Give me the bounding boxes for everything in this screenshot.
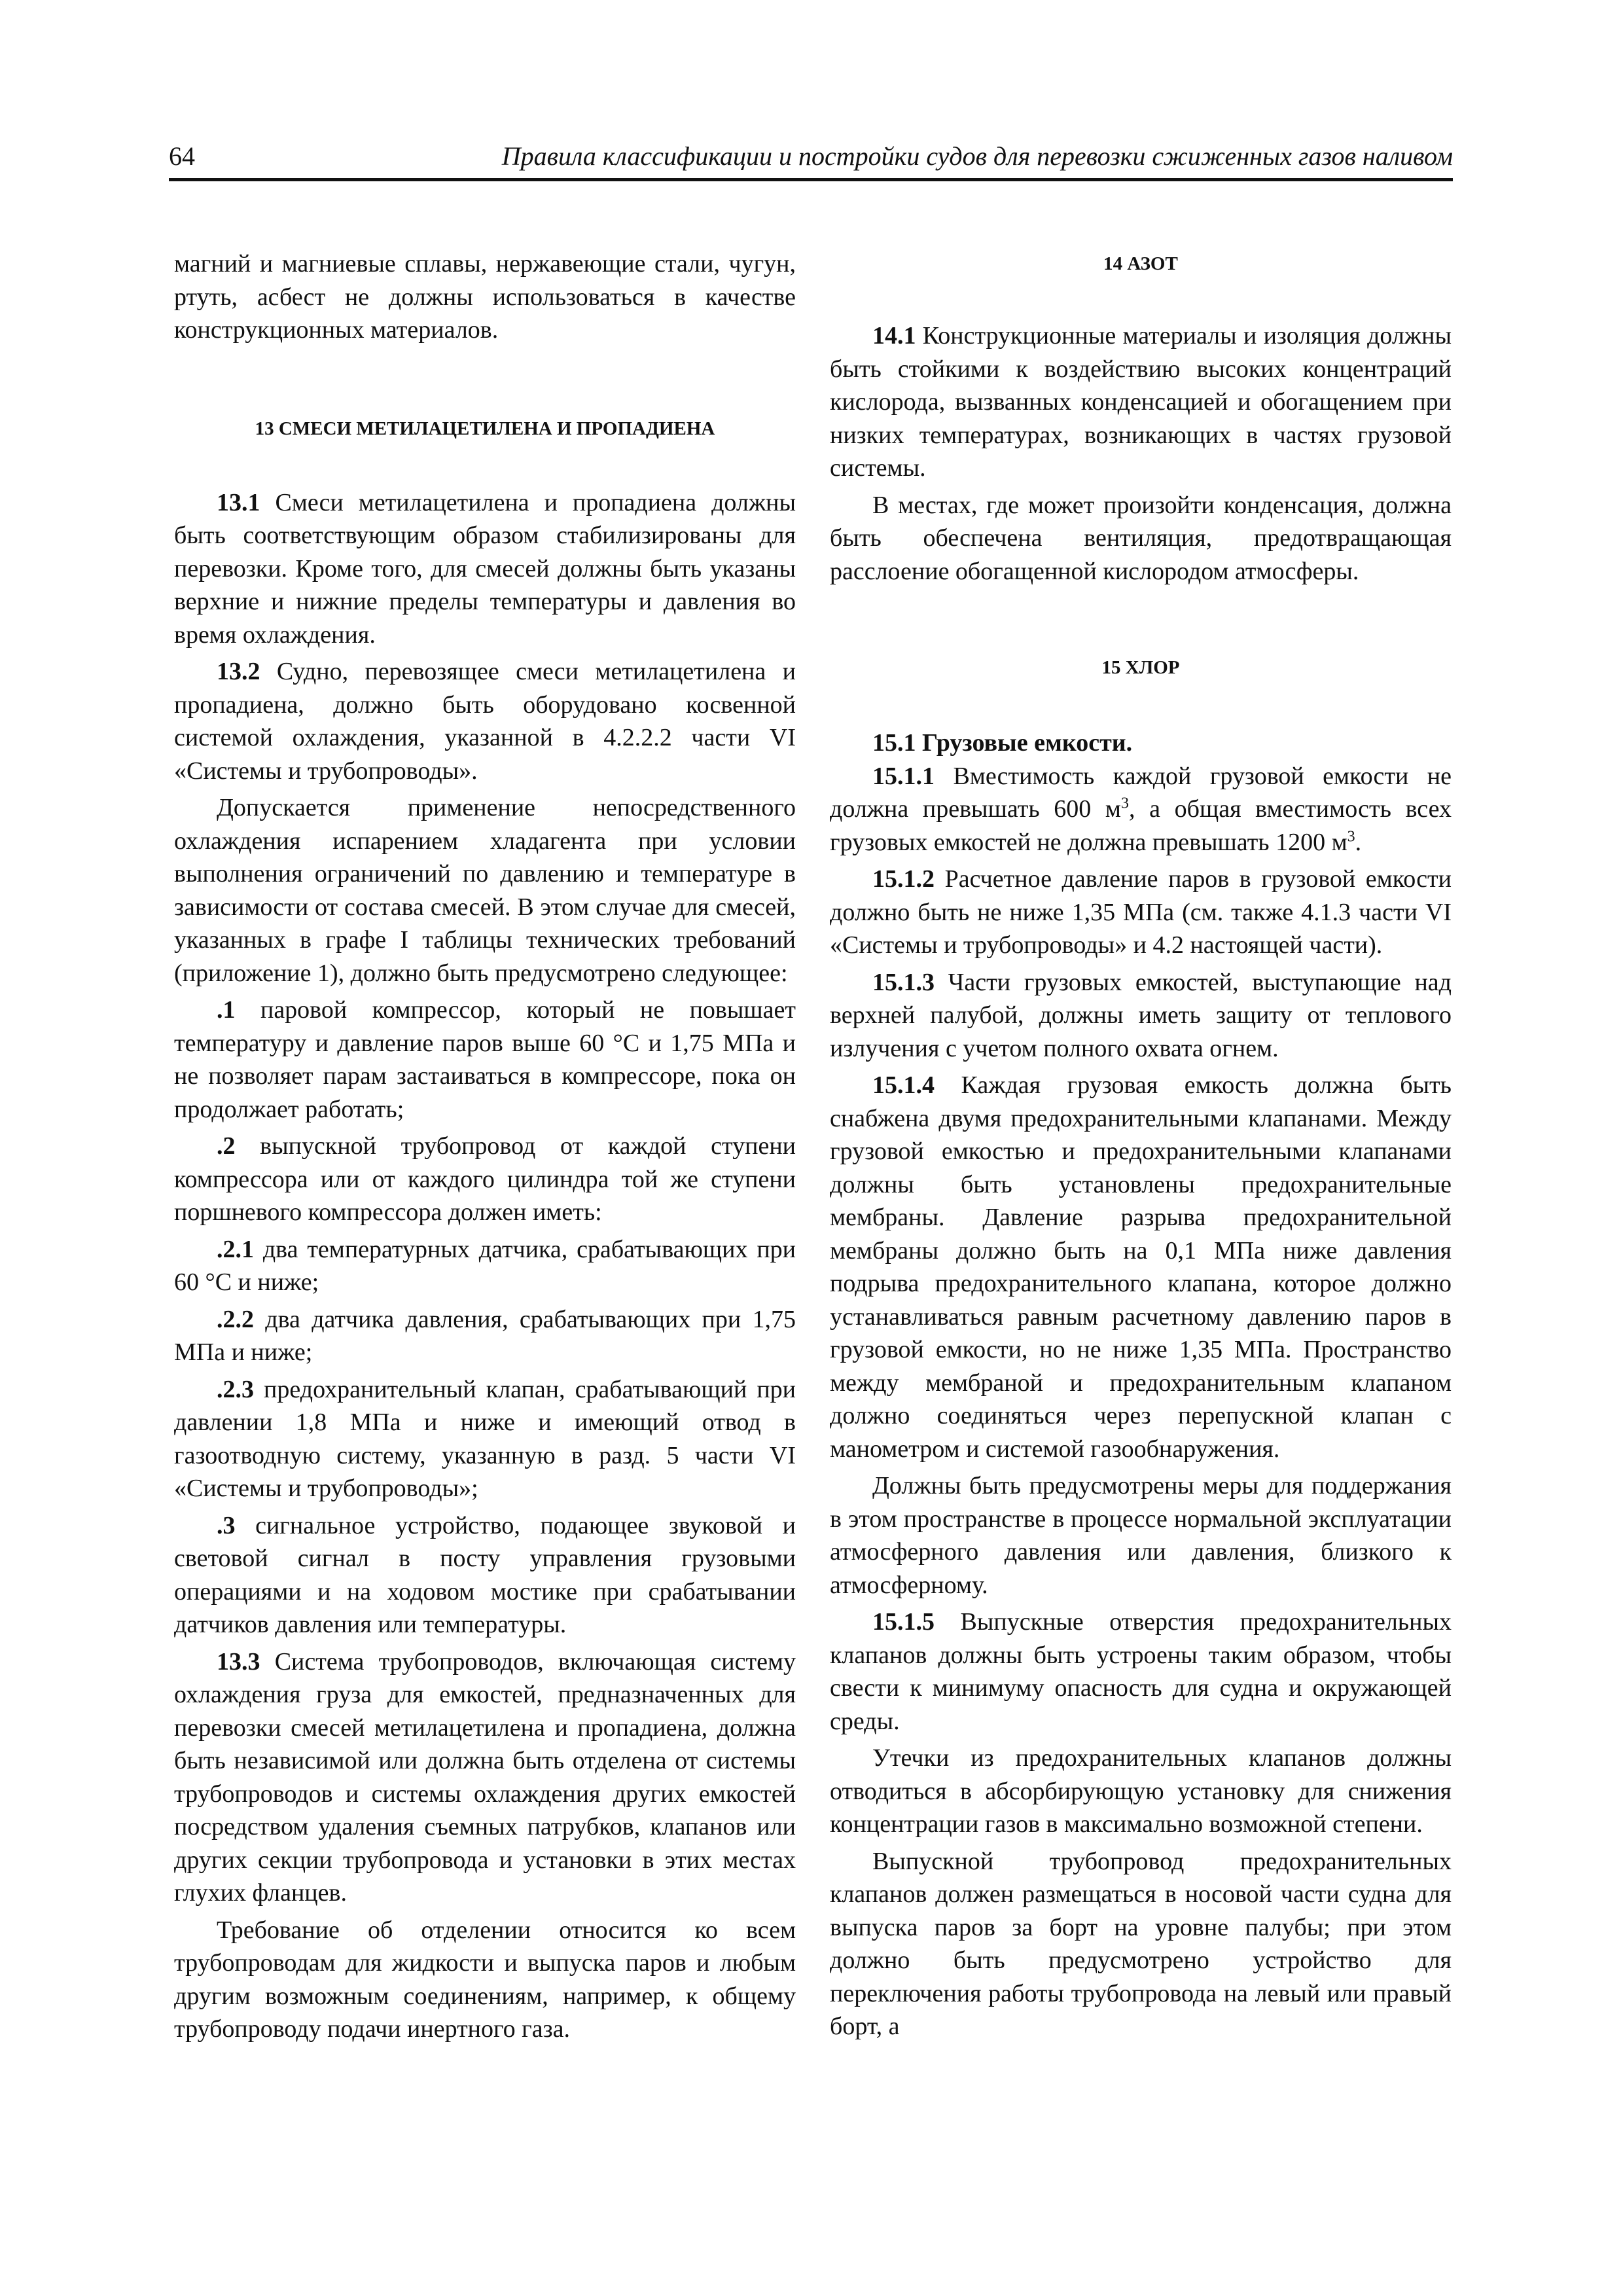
- list-item-2-1: [174, 1233, 796, 1299]
- clause-text: .: [1355, 828, 1362, 856]
- section-14-heading: 14 АЗОТ: [1103, 253, 1178, 274]
- superscript: 3: [1120, 795, 1129, 812]
- clause-text: Расчетное давление паров в грузовой емкости должно быть не ниже 1,35 МПа (см. также 4.1.3 части VI «Системы и трубопроводы» и 4.2 настоящей части).: [830, 865, 1452, 959]
- item-number: .2.1: [217, 1235, 254, 1263]
- paragraph-15-1-1: [830, 760, 1452, 859]
- item-number: .2: [217, 1132, 236, 1160]
- list-item-2-2: [174, 1303, 796, 1369]
- clause-number: 15.1.3: [872, 968, 935, 996]
- item-number: .1: [217, 996, 236, 1024]
- left-column: [174, 247, 796, 2046]
- paragraph-15-1-3: [830, 966, 1452, 1066]
- item-text: два температурных датчика, срабатывающих при 60 °С и ниже;: [174, 1235, 796, 1296]
- paragraph-15-1-2: [830, 863, 1452, 962]
- list-item-1: [174, 994, 796, 1126]
- running-title: Правила классификации и постройки судов для перевозки сжиженных газов наливом: [501, 141, 1453, 171]
- paragraph-13-3: [174, 1645, 796, 1910]
- clause-text: , а общая вместимость всех грузовых емкостей не должна превышать 1200 м: [830, 795, 1452, 856]
- paragraph-15-1-4: [830, 1069, 1452, 1465]
- clause-text: Вместимость каждой грузовой емкости не должна превышать 600 м: [830, 762, 1452, 823]
- item-text: паровой компрессор, который не повышает температуру и давление паров выше 60 °С и 1,75 МПа и не позволяет парам застаиваться в компрессоре, пока он продолжает работать;: [174, 996, 796, 1123]
- right-column: [830, 247, 1452, 2043]
- list-item-2-3: [174, 1373, 796, 1505]
- clause-number: 15.1.1: [872, 762, 935, 790]
- item-number: .2.3: [217, 1375, 254, 1403]
- clause-text: Части грузовых емкостей, выступающие над верхней палубой, должны иметь защиту от теплового излучения с учетом полного охвата огнем.: [830, 968, 1452, 1062]
- clause-text: Судно, перевозящее смеси метилацетилена и пропадиена, должно быть оборудовано косвенной системой охлаждения, указанной в 4.2.2.2 части VI «Системы и трубопроводы».: [174, 658, 796, 785]
- list-item-3: [174, 1509, 796, 1641]
- section-13-heading: 13 СМЕСИ МЕТИЛАЦЕТИЛЕНА И ПРОПАДИЕНА: [255, 418, 715, 439]
- clause-number: 13.3: [217, 1647, 260, 1676]
- clause-text: Каждая грузовая емкость должна быть снабжена двумя предохранительными клапанами. Между грузовой емкостью и предохранительными клапанами должны быть установлены предохранительные мембраны. Давление разрыва предохранительной мембраны должно быть на 0,1 МПа ниже давления подрыва предохранительного клапана, которое должно устанавливаться равным расчетному давлению паров в грузовой емкости, но не ниже 1,35 МПа. Пространство между мембраной и предохранительным клапаном должно соединяться через перепускной клапан с манометром и системой газообнаружения.: [830, 1071, 1452, 1463]
- subsection-15-1-heading: 15.1 Грузовые емкости.: [872, 729, 1133, 757]
- item-text: выпускной трубопровод от каждой ступени компрессора или от каждого цилиндра той же ступени поршневого компрессора должен иметь:: [174, 1132, 796, 1226]
- paragraph-13-2: [174, 655, 796, 787]
- clause-text: Конструкционные материалы и изоляция должны быть стойкими к воздействию высоких концентраций кислорода, вызванных конденсацией и обогащением при низких температурах, возникающих в частях грузовой системы.: [830, 322, 1452, 482]
- paragraph-ventilation: В местах, где может произойти конденсация, должна быть обеспечена вентиляция, предотвращающая расслоение обогащенной кислородом атмосферы.: [830, 491, 1452, 585]
- paragraph-separation: Требование об отделении относится ко всем трубопроводам для жидкости и выпуска паров и любым другим возможным соединениям, например, к общему трубопроводу подачи инертного газа.: [174, 1916, 796, 2043]
- paragraph-outlet: Выпускной трубопровод предохранительных клапанов должен размещаться в носовой части судна для выпуска паров за борт на уровне палубы; при этом должно быть предусмотрено устройство для переключения работы трубопровода на левый или правый борт, а: [830, 1847, 1452, 2040]
- clause-number: 13.2: [217, 658, 260, 685]
- item-number: .3: [217, 1511, 236, 1539]
- clause-text: Смеси метилацетилена и пропадиена должны быть соответствующим образом стабилизированы для перевозки. Кроме того, для смесей должны быть указаны верхние и нижние пределы температуры и давления во время охлаждения.: [174, 488, 796, 649]
- list-item-2: [174, 1130, 796, 1229]
- paragraph-measures: Должны быть предусмотрены меры для поддержания в этом пространстве в процессе нормальной эксплуатации атмосферного давления или давления, близкого к атмосферному.: [830, 1472, 1452, 1599]
- item-text: предохранительный клапан, срабатывающий при давлении 1,8 МПа и ниже и имеющий отвод в газоотводную систему, указанную в разд. 5 части VI «Системы и трубопроводы»;: [174, 1375, 796, 1502]
- section-15-heading: 15 ХЛОР: [1101, 657, 1180, 678]
- paragraph-14-1: [830, 319, 1452, 485]
- superscript: 3: [1347, 827, 1355, 845]
- paragraph-13-1: [174, 486, 796, 652]
- paragraph-leaks: Утечки из предохранительных клапанов должны отводиться в абсорбирующую установку для снижения концентрации газов в максимально возможной степени.: [830, 1744, 1452, 1838]
- paragraph-direct-cooling: Допускается применение непосредственного охлаждения испарением хладагента при условии выполнения ограничений по давлению и температуре в зависимости от состава смесей. В этом случае для смесей, указанных в графе I таблицы технических требований (приложение 1), должно быть предусмотрено следующее:: [174, 794, 796, 987]
- page-number: 64: [169, 141, 195, 171]
- intro-paragraph: магний и магниевые сплавы, нержавеющие стали, чугун, ртуть, асбест не должны использоваться в качестве конструкционных материалов.: [174, 250, 796, 344]
- item-text: два датчика давления, срабатывающих при 1,75 МПа и ниже;: [174, 1305, 796, 1366]
- running-header: [169, 139, 1453, 181]
- clause-number: 15.1.2: [872, 865, 935, 893]
- paragraph-15-1-5: [830, 1605, 1452, 1738]
- clause-text: Система трубопроводов, включающая систему охлаждения груза для емкостей, предназначенных для перевозки смесей метилацетилена и пропадиена, должна быть независимой или должна быть отделена от системы трубопроводов и системы охлаждения других емкостей посредством удаления съемных патрубков, клапанов или других секции трубопровода и установки в этих местах глухих фланцев.: [174, 1647, 796, 1907]
- clause-number: 14.1: [872, 322, 916, 350]
- clause-number: 13.1: [217, 488, 260, 516]
- clause-number: 15.1.5: [872, 1608, 935, 1636]
- clause-text: Выпускные отверстия предохранительных клапанов должны быть устроены таким образом, чтобы свести к минимуму опасность для судна и окружающей среды.: [830, 1608, 1452, 1735]
- item-text: сигнальное устройство, подающее звуковой и световой сигнал в посту управления грузовыми операциями и на ходовом мостике при срабатывании датчиков давления или температуры.: [174, 1511, 796, 1638]
- item-number: .2.2: [217, 1305, 254, 1333]
- clause-number: 15.1.4: [872, 1071, 935, 1099]
